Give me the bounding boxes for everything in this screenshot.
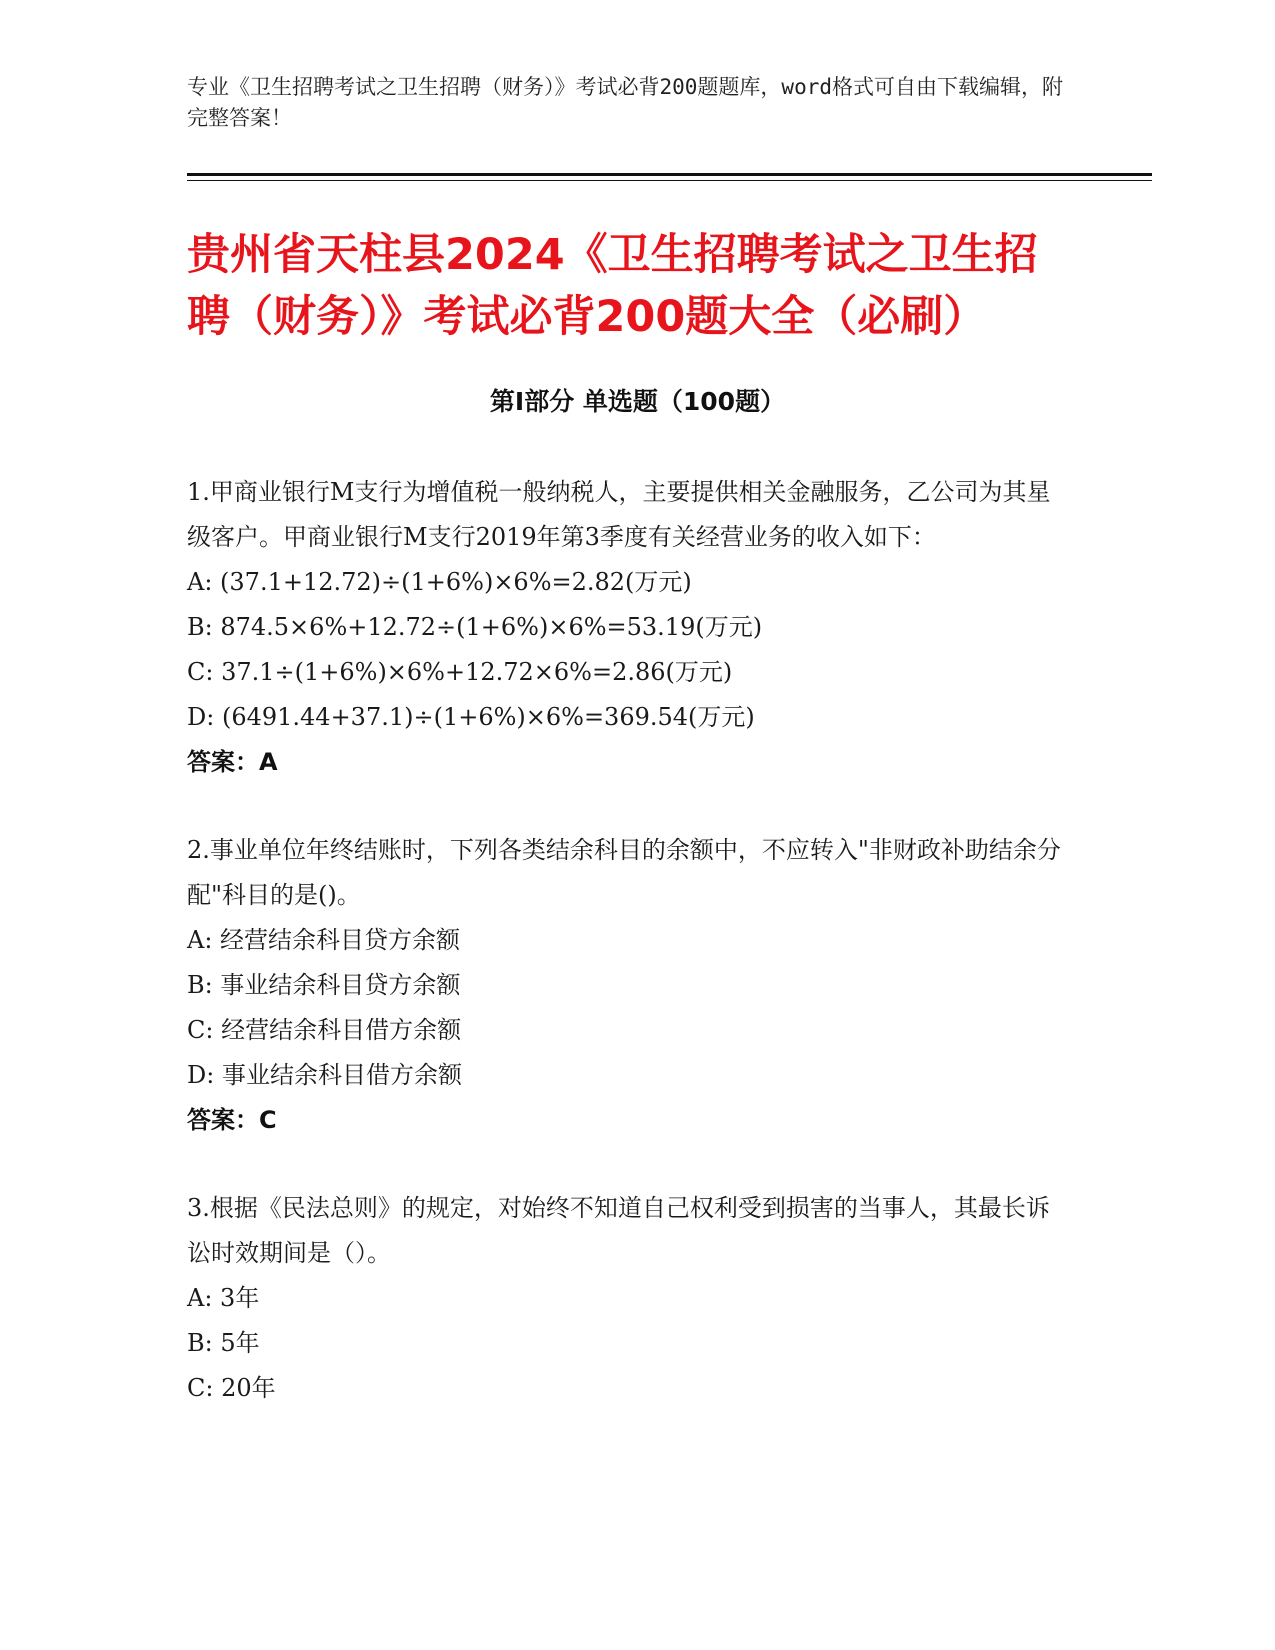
option-b: B: 事业结余科目贷方余额: [187, 971, 461, 999]
answer: 答案：C: [187, 1106, 277, 1134]
question-stem: 2.事业单位年终结账时，下列各类结余科目的余额中，不应转入"非财政补助结余分配"科目的是()。: [187, 836, 1061, 909]
option-b: B: 874.5×6%+12.72÷(1+6%)×6%=53.19(万元): [187, 613, 763, 641]
option-c: C: 37.1÷(1+6%)×6%+12.72×6%=2.86(万元): [187, 658, 733, 686]
header-note: 专业《卫生招聘考试之卫生招聘（财务）》考试必背200题题库，word格式可自由下载编辑，附完整答案！: [187, 75, 1063, 130]
option-c: C: 经营结余科目借方余额: [187, 1016, 462, 1044]
title-line-2: 聘（财务）》考试必背200题大全（必刷）: [187, 292, 987, 342]
option-c: C: 20年: [187, 1374, 276, 1402]
title-line-1: 贵州省天柱县2024《卫生招聘考试之卫生招: [187, 230, 1038, 280]
question-stem: 3.根据《民法总则》的规定，对始终不知道自己权利受到损害的当事人，其最长诉讼时效期间是（）。: [187, 1194, 1050, 1267]
header-rule-thin: [187, 180, 1152, 181]
option-a: A: (37.1+12.72)÷(1+6%)×6%=2.82(万元): [187, 568, 692, 596]
question-1: [187, 470, 1072, 785]
answer: 答案：A: [187, 748, 278, 776]
document-title: [187, 224, 1087, 348]
question-list: [187, 470, 1072, 1454]
option-d: D: (6491.44+37.1)÷(1+6%)×6%=369.54(万元): [187, 703, 755, 731]
question-stem: 1.甲商业银行M支行为增值税一般纳税人，主要提供相关金融服务，乙公司为其星级客户。甲商业银行M支行2019年第3季度有关经营业务的收入如下：: [187, 478, 1051, 551]
question-3: [187, 1186, 1072, 1411]
option-a: A: 3年: [187, 1284, 260, 1312]
question-2: [187, 828, 1072, 1143]
section-title: 第I部分 单选题（100题）: [489, 387, 786, 416]
option-d: D: 事业结余科目借方余额: [187, 1061, 462, 1089]
option-b: B: 5年: [187, 1329, 260, 1357]
header-rule-thick: [187, 173, 1152, 176]
option-a: A: 经营结余科目贷方余额: [187, 926, 461, 954]
